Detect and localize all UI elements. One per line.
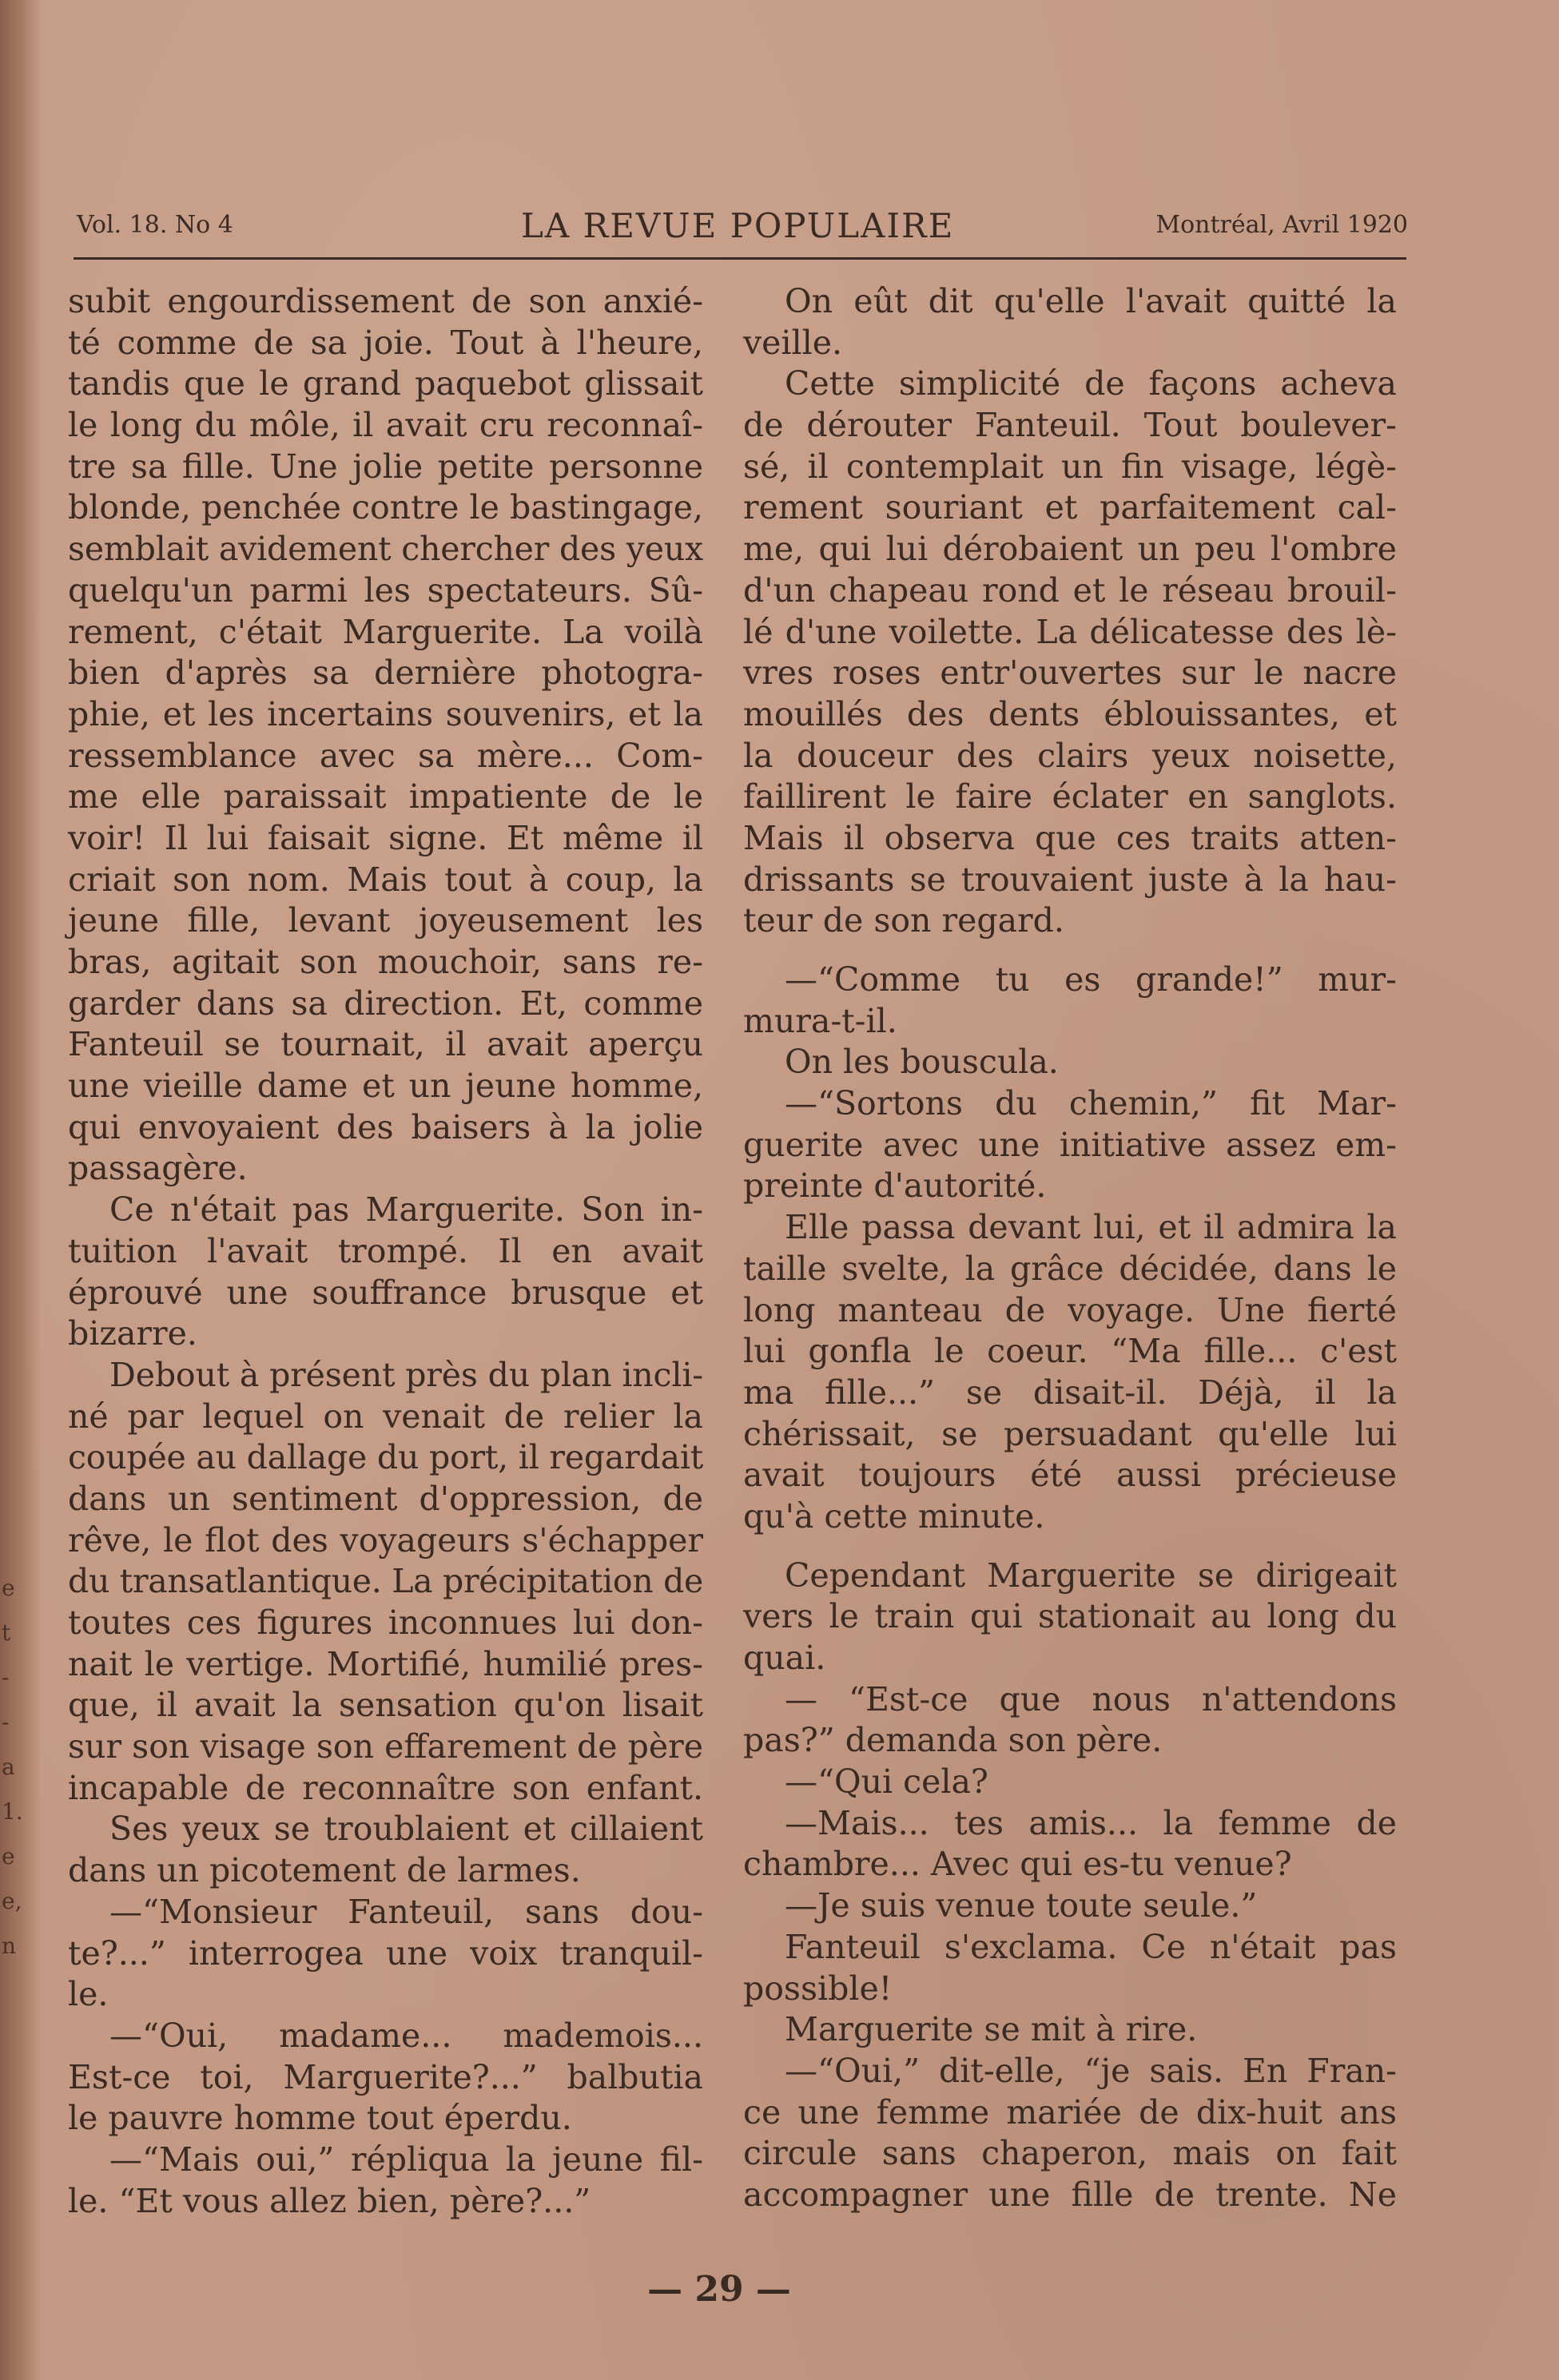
text-line: mura-t-il. (743, 1001, 897, 1040)
edge-letter: t (2, 1619, 11, 1646)
text-line: quelqu'un parmi les spectateurs. Sû- (68, 570, 703, 610)
text-line: lé d'une voilette. La délicatesse des lè- (743, 612, 1397, 651)
text-line: bras, agitait son mouchoir, sans re- (68, 943, 703, 981)
text-line: ce une femme mariée de dix-huit ans (743, 2092, 1397, 2132)
text-line: —“Oui,” dit-elle, “je sais. En Fran- (785, 2051, 1397, 2090)
text-line: tandis que le grand paquebot glissait (68, 364, 703, 403)
text-line: passagère. (68, 1149, 248, 1188)
text-line: garder dans sa direction. Et, comme (68, 983, 703, 1023)
volume-number: Vol. 18. No 4 (77, 211, 233, 239)
journal-title: LA REVUE POPULAIRE (521, 206, 955, 245)
text-line: te?...” interrogea une voix tranquil- (68, 1933, 703, 1973)
text-line: jeune fille, levant joyeusement les (68, 901, 703, 940)
text-line: d'un chapeau rond et le réseau brouil- (743, 570, 1397, 610)
text-line: Debout à présent près du plan incli- (109, 1355, 703, 1394)
paragraph-gap (743, 942, 1397, 960)
text-line: vres roses entr'ouvertes sur le nacre (743, 654, 1397, 693)
text-line: taille svelte, la grâce décidée, dans le (743, 1249, 1397, 1288)
text-line: le. “Et vous allez bien, père?...” (68, 2181, 591, 2220)
text-line: —“Oui, madame... mademois... (109, 2016, 703, 2055)
text-line: On les bouscula. (785, 1043, 1059, 1082)
text-line: nait le vertige. Mortifié, humilié pres- (68, 1644, 703, 1683)
edge-letter: - (2, 1664, 10, 1691)
text-line: subit engourdissement de son anxié- (68, 282, 703, 320)
text-line: sur son visage son effarement de père (68, 1727, 703, 1766)
text-line: guerite avec une initiative assez em- (743, 1125, 1397, 1164)
page-number: — 29 — (647, 2269, 791, 2310)
text-line: tre sa fille. Une jolie petite personne (68, 447, 703, 486)
text-line: rement, c'était Marguerite. La voilà (68, 612, 703, 651)
text-line: Mais il observa que ces traits atten- (743, 818, 1397, 857)
text-line: blonde, penchée contre le bastingage, (68, 488, 703, 527)
text-line: —“Monsieur Fanteuil, sans dou- (109, 1892, 703, 1931)
text-line: le pauvre homme tout éperdu. (68, 2099, 572, 2138)
text-line: qui envoyaient des baisers à la jolie (68, 1107, 703, 1146)
text-line: Ses yeux se troublaient et cillaient (109, 1810, 703, 1849)
text-line: sé, il contemplait un fin visage, légè- (743, 447, 1397, 486)
text-line: vers le train qui stationait au long du (743, 1597, 1397, 1636)
text-line: Fanteuil s'exclama. Ce n'était pas (785, 1927, 1397, 1966)
text-line: teur de son regard. (743, 901, 1064, 940)
text-line: pas?” demanda son père. (743, 1721, 1163, 1760)
text-line: long manteau de voyage. Une fierté (743, 1290, 1397, 1329)
text-line: le. (68, 1975, 109, 2014)
edge-letter: - (2, 1709, 10, 1735)
text-line: veille. (743, 323, 843, 362)
edge-letters (2, 1566, 26, 1969)
paragraph-gap (743, 1538, 1397, 1556)
text-line: Elle passa devant lui, et il admira la (785, 1208, 1397, 1247)
running-header (74, 206, 1408, 254)
edge-letter: e (2, 1843, 15, 1869)
text-line: du transatlantique. La précipitation de (68, 1562, 703, 1601)
edge-letter: 1. (2, 1798, 23, 1825)
text-line: On eût dit qu'elle l'avait quitté la (785, 282, 1397, 320)
text-line: ma fille...” se disait-il. Déjà, il la (743, 1373, 1397, 1412)
right-text-column (743, 281, 1397, 2216)
text-line: incapable de reconnaître son enfant. (68, 1768, 703, 1807)
text-line: dans un sentiment d'oppression, de (68, 1479, 703, 1518)
text-line: me elle paraissait impatiente de le (68, 777, 703, 817)
text-line: —Je suis venue toute seule.” (785, 1886, 1258, 1925)
text-line: rement souriant et parfaitement cal- (743, 488, 1397, 527)
text-line: lui gonfla le coeur. “Ma fille... c'est (743, 1332, 1397, 1371)
edge-letter: e, (2, 1888, 22, 1914)
text-line: dans un picotement de larmes. (68, 1851, 581, 1890)
text-line: de dérouter Fanteuil. Tout boulever- (743, 406, 1397, 445)
text-line: circule sans chaperon, mais on fait (743, 2134, 1397, 2173)
text-line: bien d'après sa dernière photogra- (68, 654, 703, 693)
page-binding-edge (0, 0, 42, 2380)
text-line: bizarre. (68, 1314, 197, 1353)
text-line: possible! (743, 1969, 893, 2008)
text-line: Cette simplicité de façons acheva (785, 364, 1397, 403)
text-line: voir! Il lui faisait signe. Et même il (68, 818, 703, 857)
text-line: phie, et les incertains souvenirs, et la (68, 694, 703, 733)
edge-letter: a (2, 1754, 15, 1780)
header-rule (74, 257, 1406, 260)
text-line: rêve, le flot des voyageurs s'échapper (68, 1520, 703, 1560)
text-line: éprouvé une souffrance brusque et (68, 1273, 703, 1312)
text-line: coupée au dallage du port, il regardait (68, 1438, 703, 1477)
text-line: —Mais... tes amis... la femme de (785, 1803, 1397, 1842)
edge-letter: e (2, 1575, 15, 1601)
text-line: semblait avidement chercher des yeux (68, 530, 703, 569)
text-line: le long du môle, il avait cru reconnaî- (68, 406, 703, 445)
text-line: preinte d'autorité. (743, 1166, 1047, 1206)
text-line: chérissait, se persuadant qu'elle lui (743, 1414, 1397, 1453)
text-line: avait toujours été aussi précieuse (743, 1456, 1397, 1495)
text-line: Fanteuil se tournait, il avait aperçu (68, 1025, 703, 1064)
text-line: une vieille dame et un jeune homme, (68, 1067, 703, 1106)
text-line: —“Qui cela? (785, 1762, 988, 1802)
text-line: Cependant Marguerite se dirigeait (785, 1556, 1397, 1595)
text-line: criait son nom. Mais tout à coup, la (68, 860, 703, 899)
text-line: toutes ces figures inconnues lui don- (68, 1603, 703, 1642)
text-line: té comme de sa joie. Tout à l'heure, (68, 323, 703, 362)
text-line: Est-ce toi, Marguerite?...” balbutia (68, 2057, 703, 2096)
text-line: drissants se trouvaient juste à la hau- (743, 860, 1397, 899)
text-line: ressemblance avec sa mère... Com- (68, 736, 703, 775)
issue-date: Montréal, Avril 1920 (1155, 211, 1408, 239)
text-line: —“Sortons du chemin,” fit Mar- (785, 1084, 1397, 1123)
text-line: quai. (743, 1639, 826, 1677)
text-line: faillirent le faire éclater en sanglots. (743, 777, 1397, 817)
text-line: qu'à cette minute. (743, 1496, 1045, 1536)
text-line: — “Est-ce que nous n'attendons (785, 1679, 1397, 1718)
text-line: chambre... Avec qui es-tu venue? (743, 1845, 1292, 1884)
text-line: accompagner une fille de trente. Ne (743, 2175, 1397, 2214)
text-line: —“Comme tu es grande!” mur- (785, 960, 1397, 999)
text-line: me, qui lui dérobaient un peu l'ombre (743, 530, 1397, 569)
text-line: la douceur des clairs yeux noisette, (743, 736, 1397, 775)
text-line: que, il avait la sensation qu'on lisait (68, 1686, 703, 1725)
text-line: tuition l'avait trompé. Il en avait (68, 1231, 703, 1270)
text-line: mouillés des dents éblouissantes, et (743, 694, 1397, 733)
edge-letter: n (2, 1933, 17, 1959)
text-line: —“Mais oui,” répliqua la jeune fil- (109, 2140, 703, 2179)
text-line: né par lequel on venait de relier la (68, 1397, 703, 1436)
left-text-column (68, 281, 703, 2222)
text-line: Marguerite se mit à rire. (785, 2010, 1198, 2049)
text-line: Ce n'était pas Marguerite. Son in- (109, 1190, 703, 1230)
